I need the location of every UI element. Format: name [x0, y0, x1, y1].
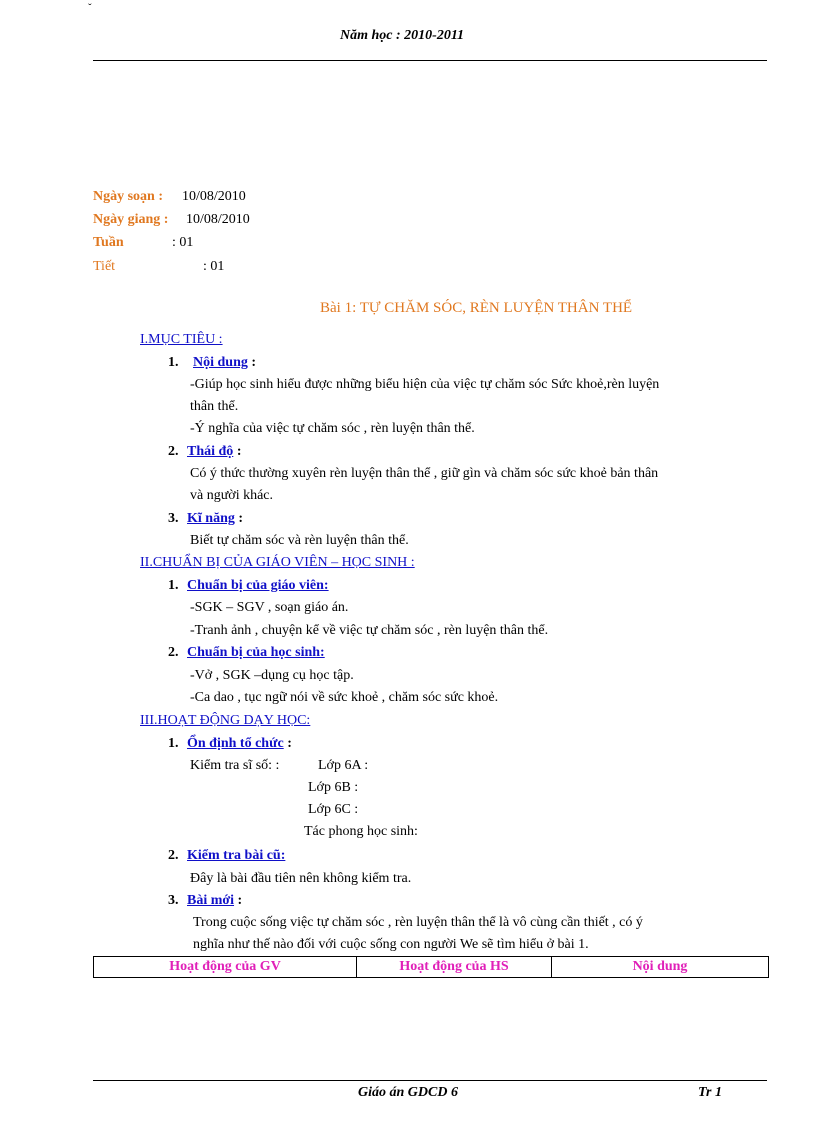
s2-item1-title: Chuẩn bị của giáo viên: — [187, 578, 329, 593]
tuan-label: Tuần — [93, 235, 124, 250]
footer-doc-name: Giáo án GDCD 6 — [358, 1085, 458, 1100]
s1-item2-num: 2. — [168, 444, 179, 459]
school-year-header: Năm học : 2010-2011 — [340, 28, 465, 43]
lesson-title: Bài 1: TỰ CHĂM SÓC, RÈN LUYỆN THÂN THỂ — [320, 300, 633, 316]
table-row — [94, 957, 769, 978]
s1-item1-title: Nội dung — [193, 355, 248, 370]
s1-item2-title: Thái độ — [187, 444, 234, 459]
s3-item2-num: 2. — [168, 848, 179, 863]
s3-item1-num: 1. — [168, 736, 179, 751]
s1-item2-line2: và người khác. — [190, 488, 274, 503]
s1-item3-num: 3. — [168, 511, 179, 526]
s3-item3-line2: nghĩa như thế nào đối với cuộc sống con người We sẽ tìm hiểu ở bài 1. — [193, 937, 589, 952]
class-6c: Lớp 6C : — [308, 802, 359, 817]
s3-item1-colon: : — [283, 736, 292, 751]
tiet-label: Tiết — [93, 259, 116, 274]
s3-item1-title: Ổn định tổ chức — [187, 736, 284, 751]
class-6a: Lớp 6A : — [318, 758, 369, 773]
s1-item1-title-wrap — [193, 355, 256, 371]
footer-page: Tr 1 — [698, 1085, 722, 1100]
s2-item2-line2: -Ca dao , tục ngữ nói về sức khoẻ , chăm sóc sức khoẻ. — [190, 690, 499, 705]
s1-item1-line3: -Ý nghĩa của việc tự chăm sóc , rèn luyện thân thể. — [190, 421, 475, 436]
header-rule — [93, 60, 767, 61]
ngay-giang-label: Ngày giang : — [93, 212, 169, 227]
s1-item1-line1: -Giúp học sinh hiểu được những biểu hiện của việc tự chăm sóc Sức khoẻ,rèn luyện — [190, 377, 660, 392]
s1-item2-line1: Có ý thức thường xuyên rèn luyện thân thể , giữ gìn và chăm sóc sức khoẻ bản thân — [190, 466, 659, 481]
s3-item1-title-wrap — [187, 736, 292, 752]
s3-item2-title: Kiểm tra bài cũ: — [187, 848, 286, 863]
activity-table — [93, 956, 769, 978]
tac-phong: Tác phong học sinh: — [304, 824, 418, 839]
s1-item3-colon: : — [234, 511, 244, 526]
ngay-giang-value: 10/08/2010 — [186, 212, 250, 227]
s2-item1-line2: -Tranh ảnh , chuyện kể về việc tự chăm sóc , rèn luyện thân thể. — [190, 623, 549, 638]
s3-item3-title: Bài mới — [187, 893, 235, 908]
s1-item3-title-wrap — [187, 511, 243, 527]
tuan-value: : 01 — [172, 235, 194, 250]
top-mark: ˇ — [88, 2, 92, 14]
s1-item1-num: 1. — [168, 355, 179, 370]
s1-item1-colon: : — [247, 355, 257, 370]
s1-item3-title: Kĩ năng — [187, 511, 235, 526]
s2-item2-line1: -Vở , SGK –dụng cụ học tập. — [190, 668, 354, 683]
section-1-heading: I.MỤC TIÊU : — [140, 332, 223, 347]
s2-item2-title: Chuẩn bị của học sinh: — [187, 645, 325, 660]
s1-item1-line2: thân thể. — [190, 399, 239, 414]
s1-item2-colon: : — [233, 444, 242, 459]
s3-item3-title-wrap — [187, 893, 242, 909]
s1-item3-line1: Biết tự chăm sóc và rèn luyện thân thể. — [190, 533, 409, 548]
check-label: Kiểm tra sĩ số: : — [190, 758, 280, 773]
s3-item3-colon: : — [234, 893, 243, 908]
s3-item2-line1: Đây là bài đầu tiên nên không kiểm tra. — [190, 871, 412, 886]
s2-item1-line1: -SGK – SGV , soạn giáo án. — [190, 600, 349, 615]
s3-item3-line1: Trong cuộc sống việc tự chăm sóc , rèn luyện thân thể là vô cùng cần thiết , có ý — [193, 915, 643, 930]
footer-rule — [93, 1080, 767, 1081]
col-hs-header: Hoạt động của HS — [357, 957, 552, 978]
ngay-soan-value: 10/08/2010 — [182, 189, 246, 204]
section-3-heading: III.HOẠT ĐỘNG DẠY HỌC: — [140, 713, 311, 728]
tiet-value: : 01 — [203, 259, 225, 274]
s1-item2-title-wrap — [187, 444, 241, 460]
s3-item3-num: 3. — [168, 893, 179, 908]
s2-item2-num: 2. — [168, 645, 179, 660]
ngay-soan-label: Ngày soạn : — [93, 189, 164, 204]
s2-item1-num: 1. — [168, 578, 179, 593]
col-gv-header: Hoạt động của GV — [94, 957, 357, 978]
class-6b: Lớp 6B : — [308, 780, 359, 795]
section-2-heading: II.CHUẨN BỊ CỦA GIÁO VIÊN – HỌC SINH : — [140, 555, 415, 570]
col-noidung-header: Nội dung — [552, 957, 769, 978]
